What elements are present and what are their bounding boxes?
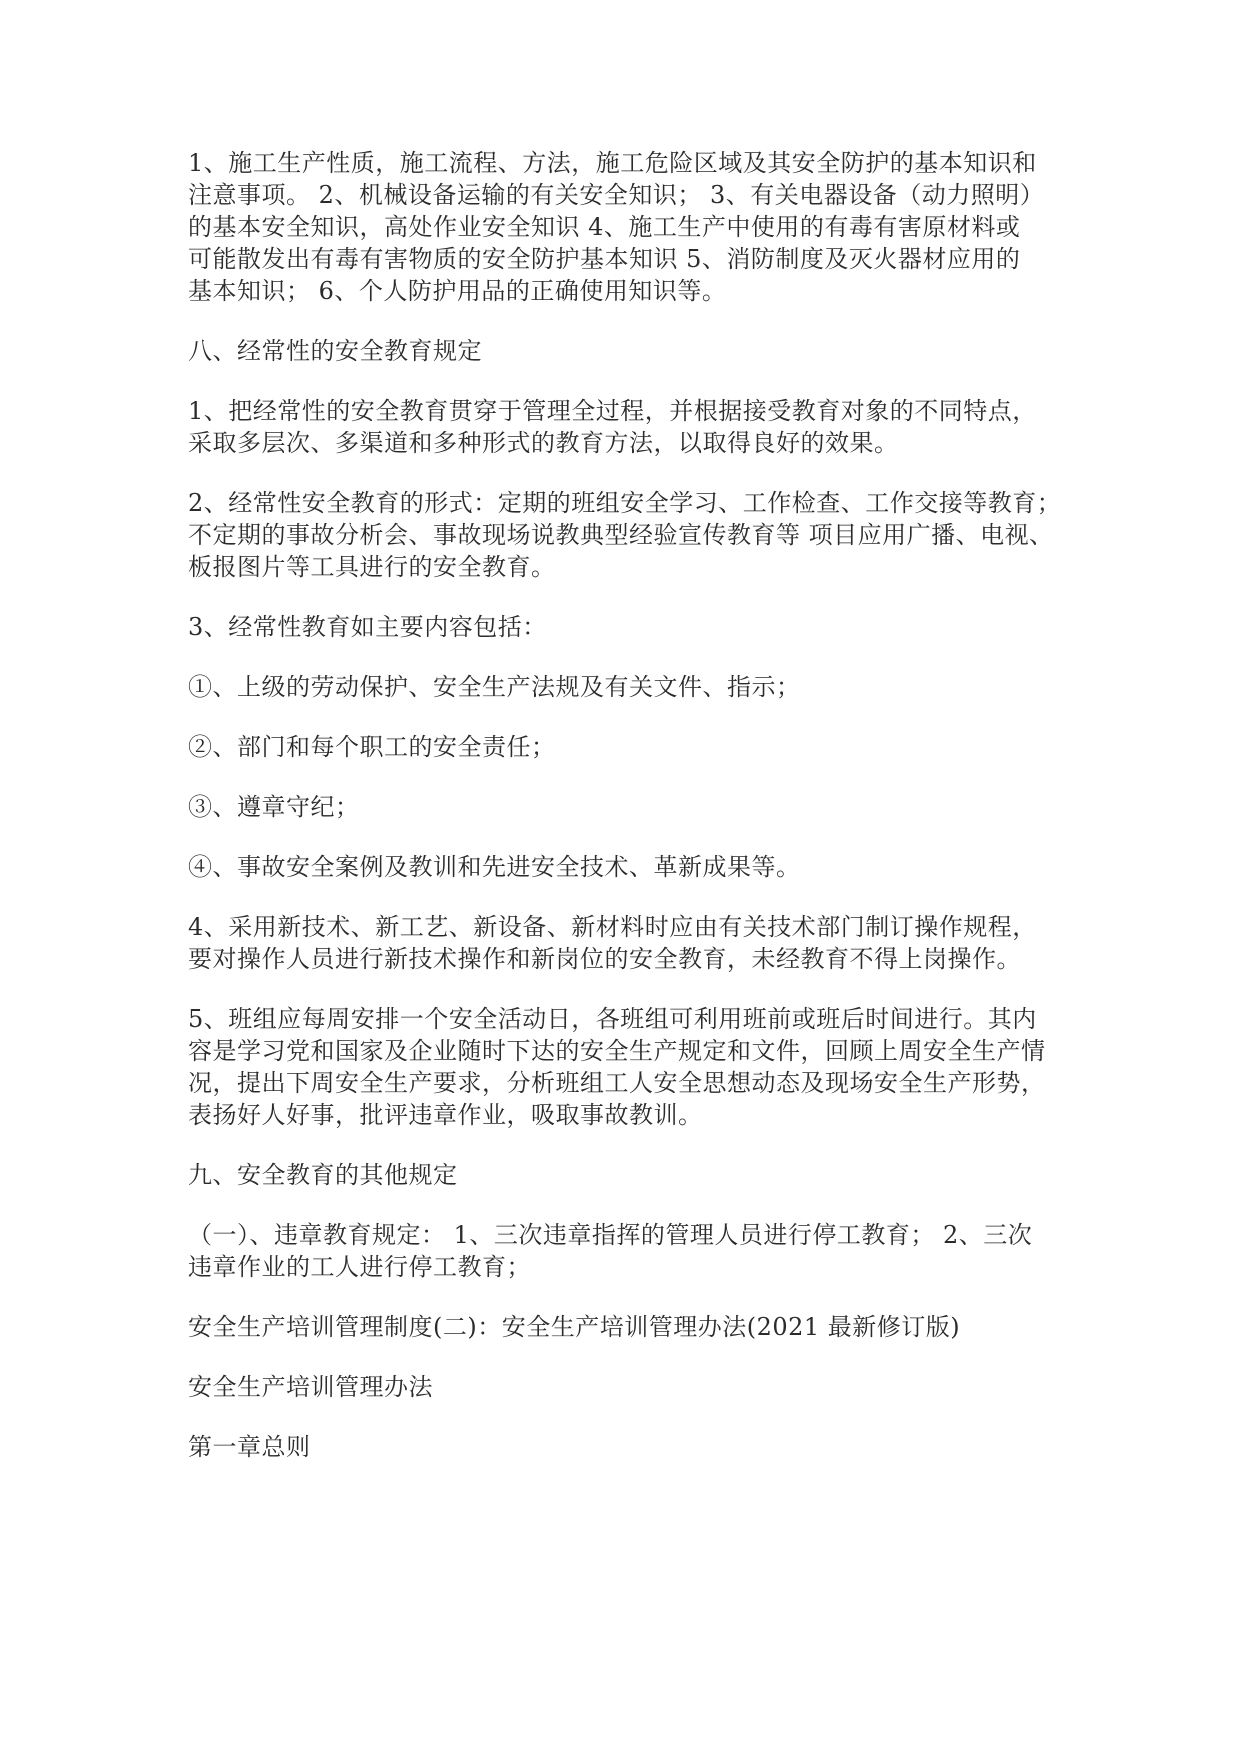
text-line: 注意事项。 2、机械设备运输的有关安全知识； 3、有关电器设备（动力照明） xyxy=(188,181,1045,209)
paragraph xyxy=(188,851,1068,883)
text-line: 1、施工生产性质，施工流程、方法，施工危险区域及其安全防护的基本知识和 xyxy=(188,149,1037,177)
paragraph xyxy=(188,731,1068,763)
text-line: 4、采用新技术、新工艺、新设备、新材料时应由有关技术部门制订操作规程， xyxy=(188,913,1037,941)
text-line: 八、经常性的安全教育规定 xyxy=(188,337,482,365)
paragraph xyxy=(188,147,1068,307)
text-line: ①、上级的劳动保护、安全生产法规及有关文件、指示； xyxy=(188,673,801,701)
text-line: 2、经常性安全教育的形式：定期的班组安全学习、工作检查、工作交接等教育； xyxy=(188,489,1062,517)
section-heading xyxy=(188,1431,1068,1463)
paragraph xyxy=(188,1003,1068,1131)
text-line: 1、把经常性的安全教育贯穿于管理全过程，并根据接受教育对象的不同特点， xyxy=(188,397,1037,425)
text-line: （一）、违章教育规定： 1、三次违章指挥的管理人员进行停工教育； 2、三次 xyxy=(188,1221,1033,1249)
section-heading xyxy=(188,1311,1068,1343)
text-line: 采取多层次、多渠道和多种形式的教育方法，以取得良好的效果。 xyxy=(188,429,899,457)
text-line: 容是学习党和国家及企业随时下达的安全生产规定和文件，回顾上周安全生产情 xyxy=(188,1037,1046,1065)
paragraph xyxy=(188,671,1068,703)
section-heading xyxy=(188,1371,1068,1403)
text-line: 5、班组应每周安排一个安全活动日，各班组可利用班前或班后时间进行。其内 xyxy=(188,1005,1037,1033)
text-line: 况，提出下周安全生产要求，分析班组工人安全思想动态及现场安全生产形势， xyxy=(188,1069,1046,1097)
text-line: 基本知识； 6、个人防护用品的正确使用知识等。 xyxy=(188,277,727,305)
text-line: 安全生产培训管理制度(二)：安全生产培训管理办法(2021 最新修订版) xyxy=(188,1313,961,1341)
text-line: 板报图片等工具进行的安全教育。 xyxy=(188,553,556,581)
text-line: ④、事故安全案例及教训和先进安全技术、革新成果等。 xyxy=(188,853,801,881)
paragraph xyxy=(188,487,1068,583)
text-line: 第一章总则 xyxy=(188,1433,311,1461)
document-body xyxy=(188,147,1068,1491)
text-line: 3、经常性教育如主要内容包括： xyxy=(188,613,547,641)
paragraph xyxy=(188,911,1068,975)
text-line: 安全生产培训管理办法 xyxy=(188,1373,433,1401)
text-line: ③、遵章守纪； xyxy=(188,793,360,821)
section-heading xyxy=(188,335,1068,367)
paragraph xyxy=(188,1219,1068,1283)
text-line: 可能散发出有毒有害物质的安全防护基本知识 5、消防制度及灭火器材应用的 xyxy=(188,245,1021,273)
text-line: ②、部门和每个职工的安全责任； xyxy=(188,733,556,761)
paragraph xyxy=(188,395,1068,459)
paragraph xyxy=(188,791,1068,823)
paragraph xyxy=(188,611,1068,643)
text-line: 表扬好人好事，批评违章作业，吸取事故教训。 xyxy=(188,1101,703,1129)
text-line: 要对操作人员进行新技术操作和新岗位的安全教育，未经教育不得上岗操作。 xyxy=(188,945,1021,973)
text-line: 不定期的事故分析会、事故现场说教典型经验宣传教育等 项目应用广播、电视、 xyxy=(188,521,1054,549)
section-heading xyxy=(188,1159,1068,1191)
text-line: 的基本安全知识，高处作业安全知识 4、施工生产中使用的有毒有害原材料或 xyxy=(188,213,1021,241)
text-line: 违章作业的工人进行停工教育； xyxy=(188,1253,531,1281)
text-line: 九、安全教育的其他规定 xyxy=(188,1161,458,1189)
